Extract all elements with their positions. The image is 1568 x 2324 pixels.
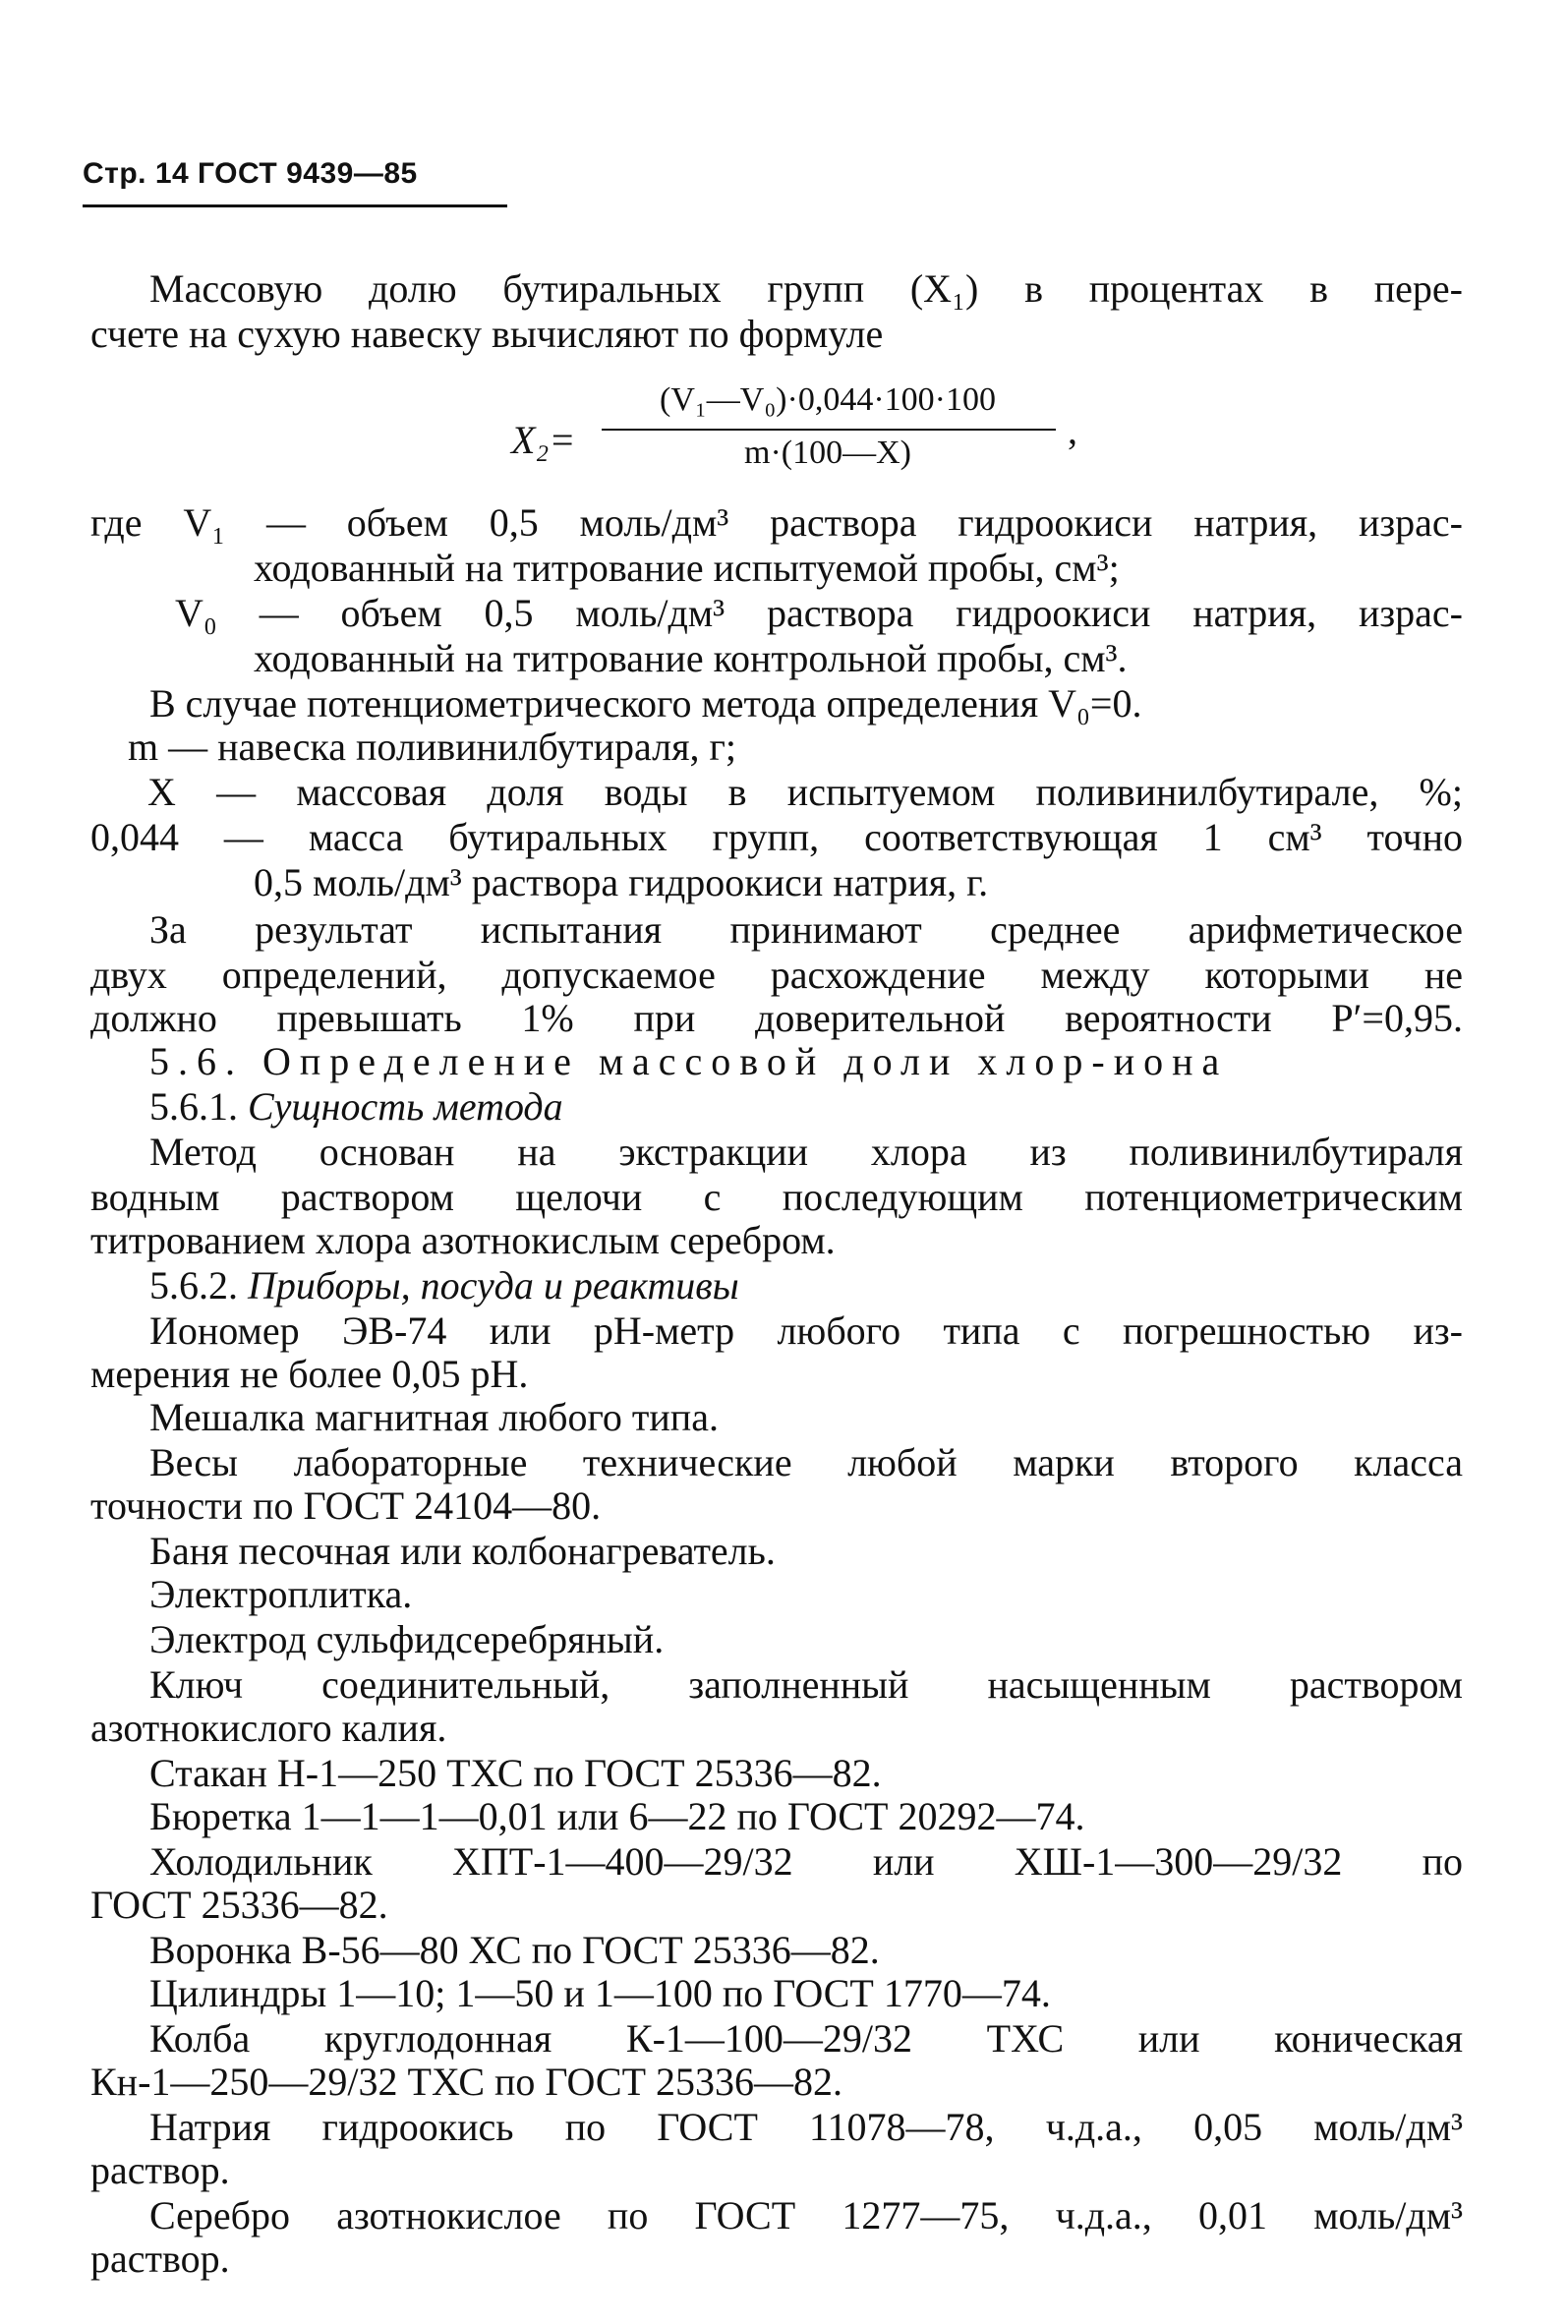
list-item: Иономер ЭВ-74 или pH-метр любого типа с погрешностью из- — [149, 1308, 1463, 1353]
result-line: двух определений, допускаемое расхождение между которыми не — [90, 953, 1463, 997]
list-item: раствор. — [90, 2237, 230, 2281]
fraction-bar — [602, 429, 1056, 431]
list-item: Кн-1—250—29/32 ТХС по ГОСТ 25336—82. — [90, 2060, 843, 2104]
legend-line: X — массовая доля воды в испытуемом поливинилбутирале, %; — [147, 770, 1463, 814]
list-item: Электрод сульфидсеребряный. — [149, 1617, 665, 1661]
list-item: точности по ГОСТ 24104—80. — [90, 1483, 602, 1528]
legend-line: m — навеска поливинилбутираля, г; — [128, 725, 737, 769]
header-rule — [83, 204, 507, 207]
list-item: Мешалка магнитная любого типа. — [149, 1395, 719, 1439]
subsection-heading — [149, 1264, 739, 1307]
list-item: Бюретка 1—1—1—0,01 или 6—22 по ГОСТ 20292—74. — [149, 1794, 1085, 1838]
formula-lhs: X₂= — [511, 418, 576, 462]
subsection-title: Приборы, посуда и реактивы — [248, 1263, 739, 1307]
legend-line: V₀ — объем 0,5 моль/дм³ раствора гидроокиси натрия, израс- — [175, 591, 1463, 635]
formula — [511, 381, 1081, 490]
subsection-title: Сущность метода — [248, 1084, 563, 1129]
formula-comma: , — [1068, 408, 1077, 452]
intro-line: Массовую долю бутиральных групп (X₁) в процентах в пере- — [149, 266, 1463, 311]
result-line: должно превышать 1% при доверительной вероятности P′=0,95. — [90, 996, 1463, 1040]
section-title: 5.6. Определение массовой доли хлор-иона — [149, 1039, 1229, 1083]
subsection-number: 5.6.1. — [149, 1084, 238, 1129]
list-item: Серебро азотнокислое по ГОСТ 1277—75, ч.д.а., 0,01 моль/дм³ — [149, 2193, 1463, 2237]
list-item: Холодильник ХПТ-1—400—29/32 или ХШ-1—300—29/32 по — [149, 1839, 1463, 1884]
list-item: Колба круглодонная К-1—100—29/32 ТХС или коническая — [149, 2016, 1463, 2061]
list-item: Натрия гидроокись по ГОСТ 11078—78, ч.д.а., 0,05 моль/дм³ — [149, 2105, 1463, 2149]
legend-line: 0,044 — масса бутиральных групп, соответствующая 1 см³ точно — [90, 815, 1463, 859]
legend-line: В случае потенциометрического метода определения V₀=0. — [149, 681, 1142, 726]
intro-line: счете на сухую навеску вычисляют по формуле — [90, 312, 884, 356]
legend-line: ходованный на титрование испытуемой пробы, см³; — [254, 546, 1120, 590]
method-line: Метод основан на экстракции хлора из поливинилбутираля — [149, 1130, 1463, 1174]
list-item: Баня песочная или колбонагреватель. — [149, 1529, 776, 1573]
list-item: раствор. — [90, 2148, 230, 2192]
list-item: ГОСТ 25336—82. — [90, 1883, 388, 1927]
result-line: За результат испытания принимают среднее арифметическое — [149, 907, 1463, 952]
list-item: Цилиндры 1—10; 1—50 и 1—100 по ГОСТ 1770—74. — [149, 1971, 1051, 2015]
list-item: Воронка В-56—80 ХС по ГОСТ 25336—82. — [149, 1928, 880, 1972]
formula-numerator: (V₁—V₀)·0,044·100·100 — [660, 381, 996, 418]
list-item: мерения не более 0,05 pH. — [90, 1352, 529, 1396]
formula-denominator: m·(100—X) — [744, 435, 911, 471]
subsection-number: 5.6.2. — [149, 1263, 238, 1307]
page-header: Стр. 14 ГОСТ 9439—85 — [83, 157, 418, 190]
list-item: Электроплитка. — [149, 1572, 413, 1616]
list-item: Весы лабораторные технические любой марки второго класса — [149, 1440, 1463, 1484]
legend-line: ходованный на титрование контрольной пробы, см³. — [254, 636, 1128, 680]
method-line: водным раствором щелочи с последующим потенциометрическим — [90, 1175, 1463, 1219]
method-line: титрованием хлора азотнокислым серебром. — [90, 1218, 836, 1262]
list-item: азотнокислого калия. — [90, 1706, 447, 1750]
list-item: Стакан Н-1—250 ТХС по ГОСТ 25336—82. — [149, 1751, 882, 1795]
subsection-heading — [149, 1085, 563, 1129]
legend-line: 0,5 моль/дм³ раствора гидроокиси натрия, г. — [254, 860, 989, 904]
list-item: Ключ соединительный, заполненный насыщенным раствором — [149, 1662, 1463, 1707]
legend-line: где V₁ — объем 0,5 моль/дм³ раствора гидроокиси натрия, израс- — [90, 500, 1463, 545]
